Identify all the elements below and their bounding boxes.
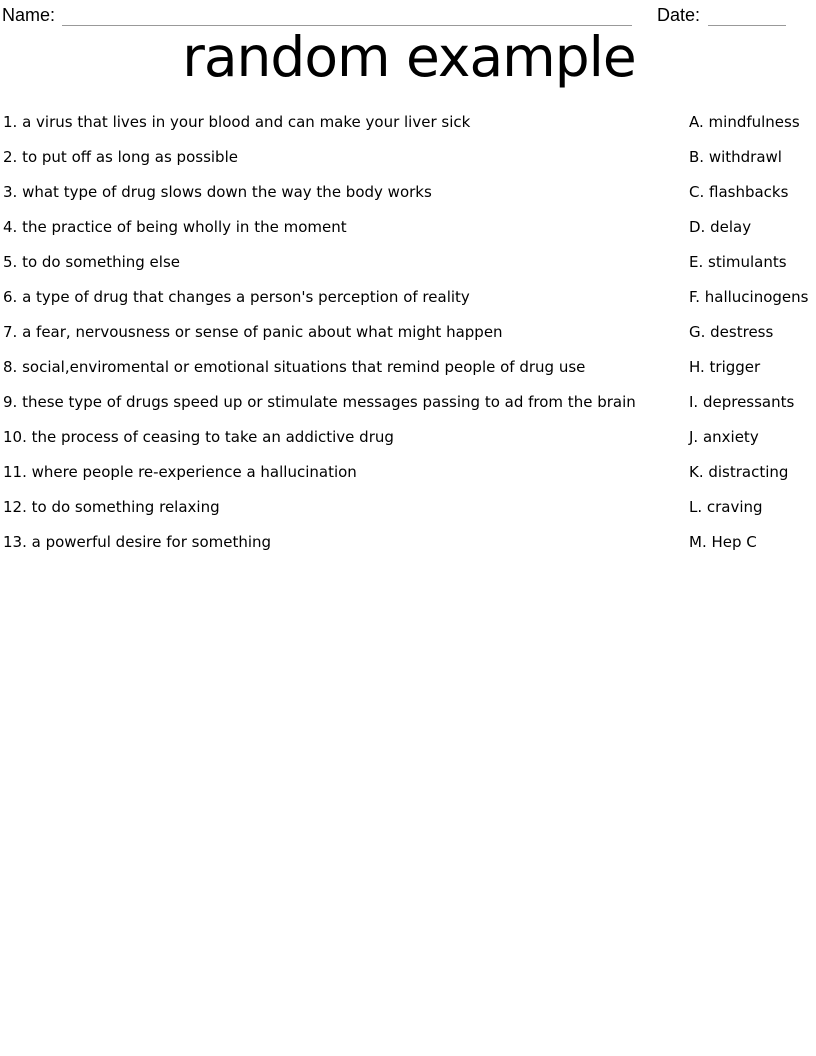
- question-text: 4. the practice of being wholly in the moment: [3, 217, 347, 236]
- match-row: [2, 349, 816, 384]
- name-blank-line: [62, 10, 632, 26]
- date-blank-line: [708, 10, 786, 26]
- question-text: 2. to put off as long as possible: [3, 147, 238, 166]
- match-row: [2, 489, 816, 524]
- question-text: 11. where people re-experience a hallucination: [3, 462, 357, 481]
- match-row: [2, 104, 816, 139]
- match-row: [2, 419, 816, 454]
- match-row: [2, 279, 816, 314]
- matching-list: [2, 104, 816, 559]
- answer-option: G. destress: [689, 322, 774, 341]
- match-row: [2, 209, 816, 244]
- answer-option: I. depressants: [689, 392, 795, 411]
- answer-option: B. withdrawl: [689, 147, 782, 166]
- question-text: 1. a virus that lives in your blood and can make your liver sick: [3, 112, 471, 131]
- match-row: [2, 139, 816, 174]
- question-text: 5. to do something else: [3, 252, 180, 271]
- question-text: 12. to do something relaxing: [3, 497, 220, 516]
- match-row: [2, 524, 816, 559]
- answer-option: K. distracting: [689, 462, 789, 481]
- worksheet-title: random example: [182, 25, 636, 89]
- answer-option: C. flashbacks: [689, 182, 789, 201]
- question-text: 8. social,enviromental or emotional situations that remind people of drug use: [3, 357, 586, 376]
- question-text: 6. a type of drug that changes a person's perception of reality: [3, 287, 470, 306]
- answer-option: E. stimulants: [689, 252, 787, 271]
- answer-option: F. hallucinogens: [689, 287, 809, 306]
- answer-option: D. delay: [689, 217, 752, 236]
- match-row: [2, 314, 816, 349]
- question-text: 10. the process of ceasing to take an addictive drug: [3, 427, 394, 446]
- match-row: [2, 174, 816, 209]
- answer-option: J. anxiety: [689, 427, 759, 446]
- name-label: Name:: [2, 5, 56, 25]
- answer-option: A. mindfulness: [689, 112, 800, 131]
- question-text: 9. these type of drugs speed up or stimulate messages passing to ad from the brain: [3, 392, 636, 411]
- date-label: Date:: [656, 5, 700, 25]
- question-text: 13. a powerful desire for something: [3, 532, 272, 551]
- question-text: 7. a fear, nervousness or sense of panic about what might happen: [3, 322, 503, 341]
- answer-option: H. trigger: [689, 357, 761, 376]
- question-text: 3. what type of drug slows down the way the body works: [3, 182, 432, 201]
- match-row: [2, 454, 816, 489]
- answer-option: L. craving: [689, 497, 763, 516]
- match-row: [2, 244, 816, 279]
- match-row: [2, 384, 816, 419]
- answer-option: M. Hep C: [689, 532, 757, 551]
- header: [2, 4, 816, 26]
